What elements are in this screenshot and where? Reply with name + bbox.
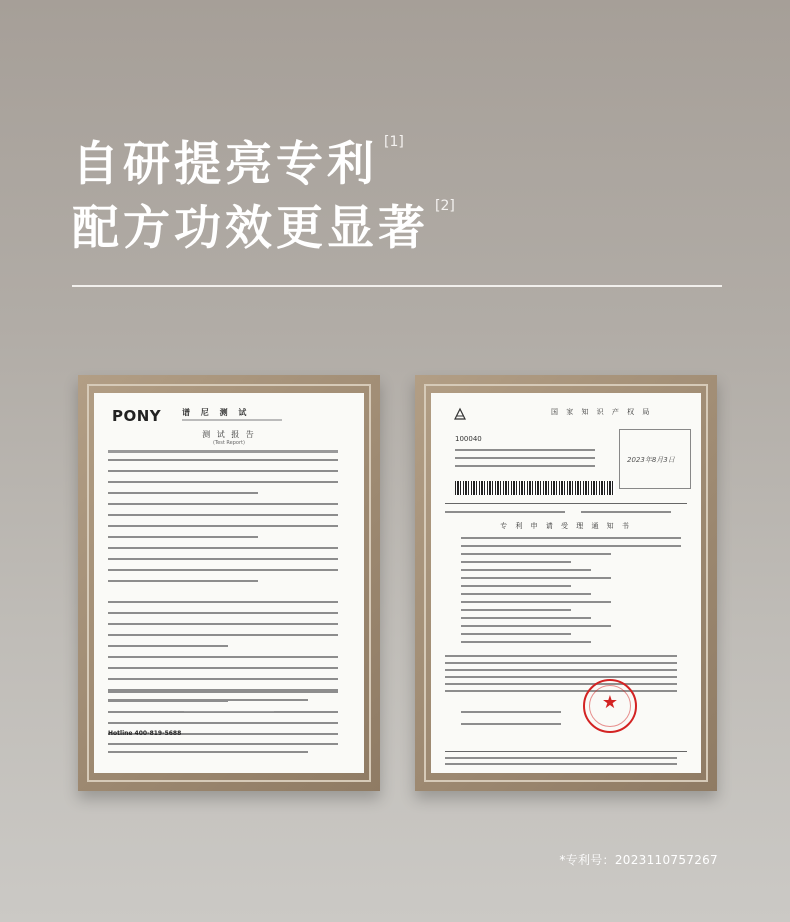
fine-print-line [108, 656, 338, 658]
fine-print-line [108, 569, 338, 571]
fine-print-line [108, 612, 338, 614]
cnipa-logo-icon [453, 407, 467, 421]
headline-line-1-text: 自研提亮专利 [72, 137, 378, 192]
fine-print-line [455, 457, 595, 459]
report-hotline: Hotline 400-819-5688 [108, 730, 182, 737]
fine-print-line [108, 459, 338, 461]
fine-print-line [445, 676, 677, 678]
fine-print-line [108, 470, 338, 472]
fine-print-line [461, 585, 571, 587]
fine-print-line [108, 699, 308, 701]
fine-print-line [445, 690, 677, 692]
fine-print-line [108, 503, 338, 505]
pony-logo: PONY [112, 407, 162, 425]
headline-line-2 [72, 198, 455, 256]
patent-notice-frame [415, 375, 717, 791]
fine-print-line [445, 763, 677, 765]
test-report-document [94, 393, 364, 773]
fine-print-line [461, 593, 591, 595]
fine-print-line [581, 511, 671, 513]
fine-print-line [108, 743, 338, 745]
fine-print-line [461, 617, 591, 619]
report-title: 测 试 报 告 [202, 430, 256, 439]
footnote-ref-2: [2] [435, 198, 455, 214]
fine-print-line [461, 545, 681, 547]
pony-subline [182, 419, 282, 421]
fine-print-line [108, 722, 338, 724]
fine-print-line [461, 633, 571, 635]
patent-notice-document [431, 393, 701, 773]
fine-print-line [461, 625, 611, 627]
fine-print-line [455, 465, 595, 467]
fine-print-line [108, 667, 338, 669]
report-number-line [108, 450, 338, 453]
fine-print-line [108, 580, 258, 582]
fine-print-line [108, 691, 338, 693]
barcode [455, 481, 615, 495]
footnote-ref-1: [1] [384, 134, 404, 150]
fine-print-line [445, 683, 677, 685]
fine-print-line [108, 547, 338, 549]
fine-print-line [461, 641, 591, 643]
fine-print-line [108, 623, 338, 625]
fine-print-line [108, 481, 338, 483]
fine-print-line [461, 569, 591, 571]
fine-print-line [445, 655, 677, 657]
report-end-separator [184, 711, 274, 712]
divider-bottom [445, 751, 687, 752]
fine-print-line [108, 751, 308, 753]
fine-print-line [108, 514, 338, 516]
handwritten-date: 2023年8月3日 [627, 456, 675, 464]
notice-title: 专 利 申 请 受 理 通 知 书 [500, 522, 632, 530]
fine-print-line [108, 558, 338, 560]
divider-top [445, 503, 687, 504]
fine-print-line [445, 511, 565, 513]
fine-print-line [461, 577, 611, 579]
seal-star-icon: ★ [601, 692, 619, 713]
fine-print-line [461, 553, 611, 555]
issuer-title: 国 家 知 识 产 权 局 [551, 408, 653, 416]
test-report-frame [78, 375, 380, 791]
fine-print-line [461, 723, 561, 725]
fine-print-line [455, 449, 595, 451]
fine-print-line [108, 678, 338, 680]
postcode: 100040 [455, 435, 482, 443]
pony-org-name: 谱 尼 测 试 [182, 408, 251, 417]
headline-divider [72, 285, 722, 287]
fine-print-line [108, 525, 338, 527]
report-subtitle: (Test Report) [213, 440, 245, 446]
fine-print-line [461, 537, 681, 539]
fine-print-line [461, 711, 561, 713]
fine-print-line [108, 634, 338, 636]
fine-print-line [108, 645, 228, 647]
headline-line-2-text: 配方功效更显著 [72, 201, 429, 256]
fine-print-line [461, 609, 571, 611]
fine-print-line [445, 662, 677, 664]
headline-line-1 [72, 134, 404, 192]
official-seal [583, 679, 637, 733]
fine-print-line [108, 601, 338, 603]
fine-print-line [445, 669, 677, 671]
patent-number-footnote: *专利号：2023110757267 [559, 853, 718, 867]
fine-print-line [461, 561, 571, 563]
fine-print-line [445, 757, 677, 759]
fine-print-line [108, 492, 258, 494]
fine-print-line [461, 601, 611, 603]
fine-print-line [108, 536, 258, 538]
